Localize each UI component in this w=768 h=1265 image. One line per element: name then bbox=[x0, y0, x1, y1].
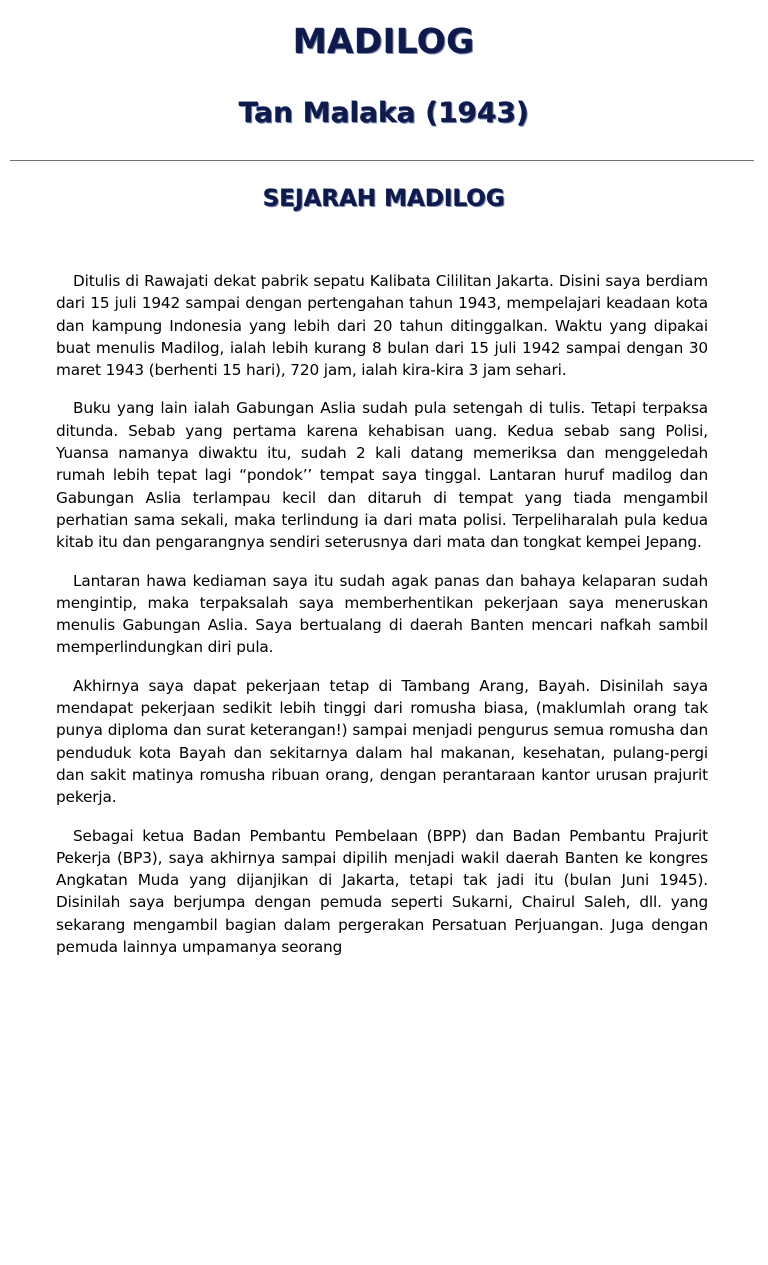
horizontal-divider bbox=[10, 160, 754, 161]
paragraph: Akhirnya saya dapat pekerjaan tetap di Tambang Arang, Bayah. Disinilah saya mendapat pekerjaan sedikit lebih tinggi dari romusha biasa, (maklumlah orang tak punya diploma dan surat keterangan!) sampai menjadi pengurus semua romusha dan penduduk kota Bayah dan sekitarnya dalam hal makanan, kesehatan, pulang-pergi dan sakit matinya romusha ribuan orang, dengan perantaraan kantor urusan prajurit pekerja. bbox=[56, 676, 708, 807]
paragraph: Buku yang lain ialah Gabungan Aslia sudah pula setengah di tulis. Tetapi terpaksa ditunda. Sebab yang pertama karena kehabisan uang. Kedua sebab sang Polisi, Yuansa namanya diwaktu itu, sudah 2 kali datang memeriksa dan menggeledah rumah lebih tepat lagi “pondok’’ tempat saya tinggal. Lantaran huruf madilog dan Gabungan Aslia terlampau kecil dan ditaruh di tempat yang tiada mengambil perhatian sama sekali, maka terlindung ia dari mata polisi. Terpeliharalah pula kedua kitab itu dan pengarangnya sendiri seterusnya dari mata dan tongkat kempei Jepang. bbox=[56, 399, 708, 552]
paragraph: Ditulis di Rawajati dekat pabrik sepatu Kalibata Cililitan Jakarta. Disini saya berdiam dari 15 juli 1942 sampai dengan pertengahan tahun 1943, mempelajari keadaan kota dan kampung Indonesia yang lebih dari 20 tahun ditinggalkan. Waktu yang dipakai buat menulis Madilog, ialah lebih kurang 8 bulan dari 15 juli 1942 sampai dengan 30 maret 1943 (berhenti 15 hari), 720 jam, ialah kira-kira 3 jam sehari. bbox=[56, 272, 708, 380]
section-heading: SEJARAH MADILOG bbox=[262, 186, 505, 212]
paragraph: Sebagai ketua Badan Pembantu Pembelaan (BPP) dan Badan Pembantu Prajurit Pekerja (BP3), saya akhirnya sampai dipilih menjadi wakil daerah Banten ke kongres Angkatan Muda yang dijanjikan di Jakarta, tetapi tak jadi itu (bulan Juni 1945). Disinilah saya berjumpa dengan pemuda seperti Sukarni, Chairul Saleh, dll. yang sekarang mengambil bagian dalam pergerakan Persatuan Perjuangan. Juga dengan pemuda lainnya umpamanya seorang bbox=[56, 826, 708, 957]
paragraph: Lantaran hawa kediaman saya itu sudah agak panas dan bahaya kelaparan sudah mengintip, maka terpaksalah saya memberhentikan pekerjaan saya meneruskan menulis Gabungan Aslia. Saya bertualang di daerah Banten mencari nafkah sambil memperlindungkan diri pula. bbox=[56, 571, 708, 657]
document-title: MADILOG bbox=[293, 22, 475, 62]
body-text bbox=[56, 270, 708, 974]
author-subtitle: Tan Malaka (1943) bbox=[238, 96, 530, 129]
